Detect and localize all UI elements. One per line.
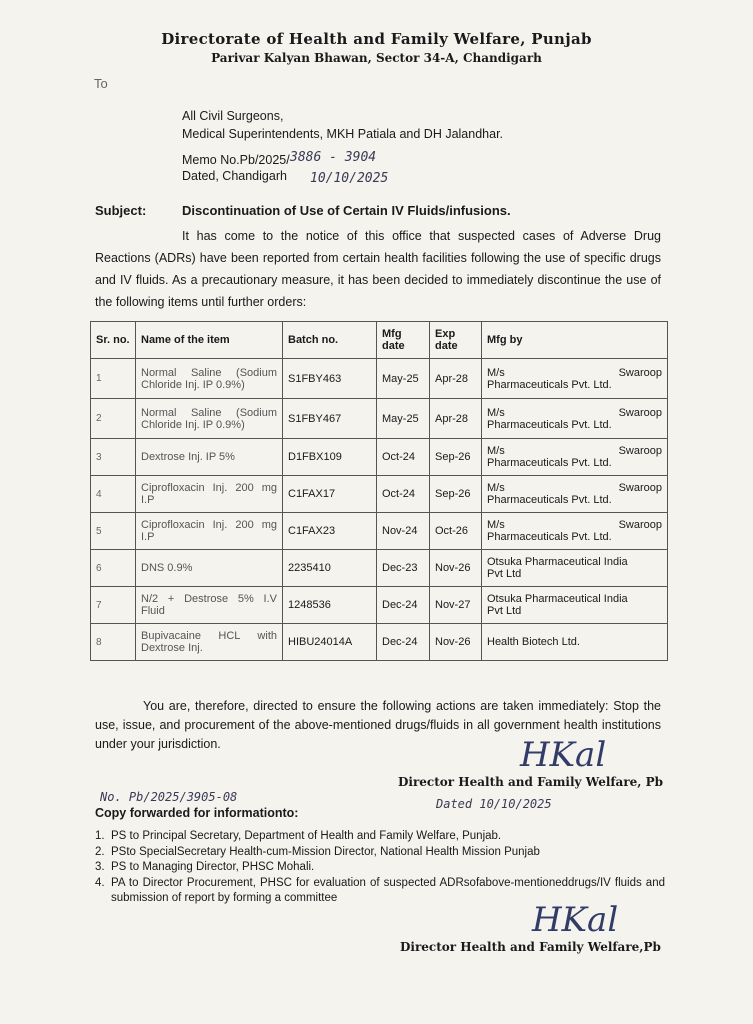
cell-mfg-by bbox=[482, 624, 668, 661]
cell-name: Normal Saline (Sodium Chloride Inj. IP 0.9%) bbox=[136, 399, 283, 439]
mfg-by-line-1: M/s Swaroop bbox=[487, 482, 662, 494]
directorate-address: Parivar Kalyan Bhawan, Sector 34-A, Chandigarh bbox=[211, 51, 542, 65]
cell-exp: Apr-28 bbox=[430, 399, 482, 439]
list-item: 4. PA to Director Procurement, PHSC for evaluation of suspected ADRsofabove-mentioneddrugs/IV fluids and submission of report by forming a committee bbox=[95, 876, 665, 904]
table-row bbox=[91, 359, 668, 399]
header-mfg-date: Mfg date bbox=[377, 322, 430, 359]
cell-mfg-by bbox=[482, 550, 668, 587]
cell-mfg-by bbox=[482, 476, 668, 513]
table-row bbox=[91, 587, 668, 624]
table-row bbox=[91, 476, 668, 513]
directorate-title: Directorate of Health and Family Welfare, Punjab bbox=[161, 30, 592, 48]
mfg-by-line-1: M/s Swaroop bbox=[487, 519, 662, 531]
header-exp-date: Exp date bbox=[430, 322, 482, 359]
cell-mfg-by bbox=[482, 587, 668, 624]
cell-batch: HIBU24014A bbox=[283, 624, 377, 661]
cell-batch: D1FBX109 bbox=[283, 439, 377, 476]
cell-exp: Nov-27 bbox=[430, 587, 482, 624]
cell-sr: 4 bbox=[91, 476, 136, 513]
table-row bbox=[91, 550, 668, 587]
cell-mfg: Dec-24 bbox=[377, 587, 430, 624]
cell-sr: 2 bbox=[91, 399, 136, 439]
cell-name: Ciprofloxacin Inj. 200 mg I.P bbox=[136, 476, 283, 513]
cell-sr: 5 bbox=[91, 513, 136, 550]
signature-2: HKal bbox=[532, 900, 619, 940]
table-row bbox=[91, 439, 668, 476]
cell-mfg-by bbox=[482, 439, 668, 476]
list-item: 1. PS to Principal Secretary, Department of Health and Family Welfare, Punjab. bbox=[95, 830, 502, 842]
cell-name: Dextrose Inj. IP 5% bbox=[136, 439, 283, 476]
cell-exp: Nov-26 bbox=[430, 550, 482, 587]
items-table bbox=[90, 321, 668, 661]
cell-mfg: Dec-23 bbox=[377, 550, 430, 587]
cell-mfg: May-25 bbox=[377, 359, 430, 399]
cell-sr: 8 bbox=[91, 624, 136, 661]
cell-name: DNS 0.9% bbox=[136, 550, 283, 587]
memo-label: Memo No.Pb/2025/ bbox=[182, 153, 290, 167]
signature-1-dated-handwritten: Dated 10/10/2025 bbox=[436, 797, 552, 811]
cell-name: Normal Saline (Sodium Chloride Inj. IP 0.9%) bbox=[136, 359, 283, 399]
cell-batch: C1FAX17 bbox=[283, 476, 377, 513]
table-header-row bbox=[91, 322, 668, 359]
cell-exp: Sep-26 bbox=[430, 439, 482, 476]
cell-batch: C1FAX23 bbox=[283, 513, 377, 550]
mfg-by-line-2: Pharmaceuticals Pvt. Ltd. bbox=[487, 494, 612, 506]
cell-sr: 3 bbox=[91, 439, 136, 476]
cell-exp: Apr-28 bbox=[430, 359, 482, 399]
table-row bbox=[91, 399, 668, 439]
subject-label: Subject: bbox=[95, 203, 147, 218]
mfg-by-line-1: M/s Swaroop bbox=[487, 406, 662, 419]
mfg-by-line-2: Pharmaceuticals Pvt. Ltd. bbox=[487, 418, 612, 431]
cell-name: Ciprofloxacin Inj. 200 mg I.P bbox=[136, 513, 283, 550]
table-row bbox=[91, 513, 668, 550]
cell-sr: 7 bbox=[91, 587, 136, 624]
list-item: 2. PSto SpecialSecretary Health-cum-Mission Director, National Health Mission Punjab bbox=[95, 845, 540, 858]
signature-1: HKal bbox=[520, 735, 607, 775]
subject-text: Discontinuation of Use of Certain IV Fluids/infusions. bbox=[182, 203, 511, 218]
dated-label: Dated, Chandigarh bbox=[182, 169, 287, 183]
mfg-by-line-2: Pharmaceuticals Pvt. Ltd. bbox=[487, 531, 612, 543]
cell-name: Bupivacaine HCL with Dextrose Inj. bbox=[136, 624, 283, 661]
to-label: To bbox=[94, 76, 108, 91]
recipient-line-1: All Civil Surgeons, bbox=[182, 109, 284, 123]
cell-sr: 1 bbox=[91, 359, 136, 399]
cell-mfg: May-25 bbox=[377, 399, 430, 439]
copy-number-handwritten: No. Pb/2025/3905-08 bbox=[100, 790, 238, 804]
cell-batch: 2235410 bbox=[283, 550, 377, 587]
recipient-line-2: Medical Superintendents, MKH Patiala and DH Jalandhar. bbox=[182, 127, 504, 141]
cell-mfg-by bbox=[482, 399, 668, 439]
mfg-by-line-1: M/s Swaroop bbox=[487, 366, 662, 379]
table-row bbox=[91, 624, 668, 661]
header-mfg-by: Mfg by bbox=[482, 322, 668, 359]
cell-mfg-by bbox=[482, 513, 668, 550]
cell-mfg: Nov-24 bbox=[377, 513, 430, 550]
cell-batch: S1FBY467 bbox=[283, 399, 377, 439]
copy-list bbox=[95, 829, 665, 907]
directive-paragraph: You are, therefore, directed to ensure the following actions are taken immediately: Stop the use, issue, and procurement of the above-mentioned drugs/fluids in all government health institutions under your jurisdiction. bbox=[95, 699, 661, 751]
mfg-by-line-2: Pharmaceuticals Pvt. Ltd. bbox=[487, 457, 612, 469]
cell-name: N/2 + Destrose 5% I.V Fluid bbox=[136, 587, 283, 624]
mfg-by-line-1: Otsuka Pharmaceutical India bbox=[487, 593, 628, 605]
copy-heading: Copy forwarded for informationto: bbox=[95, 806, 299, 820]
header-sr: Sr. no. bbox=[91, 322, 136, 359]
mfg-by-line-2: Pharmaceuticals Pvt. Ltd. bbox=[487, 378, 612, 391]
cell-mfg-by bbox=[482, 359, 668, 399]
memo-number-handwritten: 3886 - 3904 bbox=[290, 150, 377, 165]
signature-1-designation: Director Health and Family Welfare, Pb bbox=[398, 775, 664, 789]
cell-exp: Nov-26 bbox=[430, 624, 482, 661]
cell-exp: Sep-26 bbox=[430, 476, 482, 513]
cell-exp: Oct-26 bbox=[430, 513, 482, 550]
mfg-by-line-2: Pvt Ltd bbox=[487, 568, 522, 580]
mfg-by-line-1: Health Biotech Ltd. bbox=[487, 636, 580, 648]
cell-mfg: Oct-24 bbox=[377, 439, 430, 476]
mfg-by-line-1: Otsuka Pharmaceutical India bbox=[487, 556, 628, 568]
signature-2-designation: Director Health and Family Welfare,Pb bbox=[400, 940, 661, 954]
list-item: 3. PS to Managing Director, PHSC Mohali. bbox=[95, 861, 315, 873]
cell-batch: S1FBY463 bbox=[283, 359, 377, 399]
mfg-by-line-2: Pvt Ltd bbox=[487, 605, 522, 617]
cell-batch: 1248536 bbox=[283, 587, 377, 624]
memo-date-handwritten: 10/10/2025 bbox=[310, 171, 389, 186]
intro-paragraph: It has come to the notice of this office that suspected cases of Adverse Drug Reactions (ADRs) have been reported from certain health facilities following the use of specific drugs and IV fluids. As a precautionary measure, it has been decided to immediately discontinue the use of the following items until further orders: bbox=[95, 229, 661, 309]
mfg-by-line-1: M/s Swaroop bbox=[487, 445, 662, 457]
header-batch: Batch no. bbox=[283, 322, 377, 359]
header-name: Name of the item bbox=[136, 322, 283, 359]
cell-sr: 6 bbox=[91, 550, 136, 587]
cell-mfg: Oct-24 bbox=[377, 476, 430, 513]
cell-mfg: Dec-24 bbox=[377, 624, 430, 661]
